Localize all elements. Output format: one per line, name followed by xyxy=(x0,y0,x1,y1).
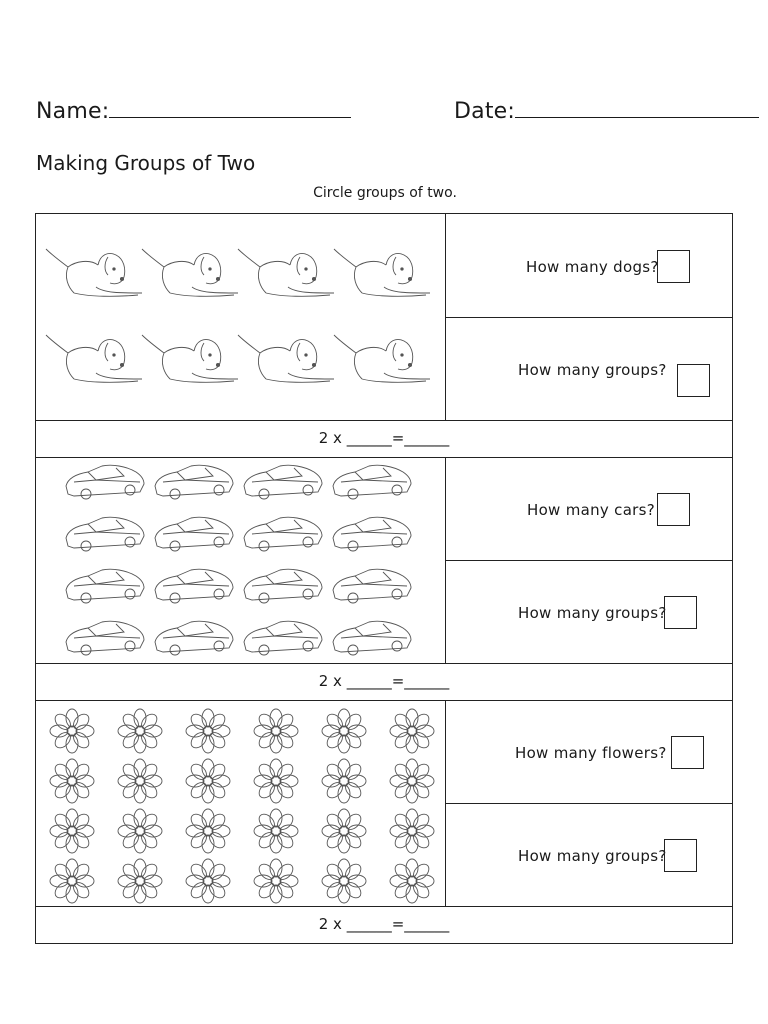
dog-icon[interactable] xyxy=(142,249,238,296)
name-line[interactable] xyxy=(109,96,351,118)
flower-icon[interactable] xyxy=(118,809,162,853)
flower-icon[interactable] xyxy=(118,709,162,753)
car-icon[interactable] xyxy=(244,465,322,499)
car-picture-area xyxy=(36,458,445,663)
name-field[interactable] xyxy=(36,96,351,124)
question-label: How many groups? xyxy=(518,847,667,865)
answer-box[interactable] xyxy=(657,493,690,526)
flower-picture-area xyxy=(36,701,445,906)
equation-row[interactable]: 2 x ______=______ xyxy=(318,672,450,690)
car-icon[interactable] xyxy=(244,517,322,551)
flower-icon[interactable] xyxy=(254,709,298,753)
worksheet-title: Making Groups of Two xyxy=(36,151,256,175)
car-icon[interactable] xyxy=(155,465,233,499)
dog-icon[interactable] xyxy=(46,335,142,382)
dog-icon[interactable] xyxy=(46,249,142,296)
flower-icon[interactable] xyxy=(50,709,94,753)
answer-box[interactable] xyxy=(664,596,697,629)
question-groups-cars xyxy=(446,561,733,663)
name-label: Name: xyxy=(36,99,110,124)
dog-icon[interactable] xyxy=(238,249,334,296)
flower-icon[interactable] xyxy=(254,859,298,903)
dog-icon[interactable] xyxy=(334,335,430,382)
equation-row[interactable]: 2 x ______=______ xyxy=(318,429,450,447)
question-label: How many flowers? xyxy=(515,744,667,762)
flower-icon[interactable] xyxy=(186,759,230,803)
question-groups-dogs xyxy=(446,318,733,420)
question-count-cars xyxy=(446,458,733,560)
equation-row[interactable]: 2 x ______=______ xyxy=(318,915,450,933)
car-icon[interactable] xyxy=(155,517,233,551)
flower-icon[interactable] xyxy=(118,759,162,803)
car-icon[interactable] xyxy=(66,621,144,655)
flower-icon[interactable] xyxy=(322,809,366,853)
car-icon[interactable] xyxy=(244,569,322,603)
flower-icon[interactable] xyxy=(186,859,230,903)
dog-picture-area xyxy=(36,214,445,420)
flower-icon-group xyxy=(36,701,445,906)
answer-box[interactable] xyxy=(671,736,704,769)
date-label: Date: xyxy=(454,99,515,124)
flower-icon[interactable] xyxy=(186,809,230,853)
flower-icon[interactable] xyxy=(186,709,230,753)
question-label: How many dogs? xyxy=(526,258,659,276)
flower-icon[interactable] xyxy=(322,759,366,803)
flower-icon[interactable] xyxy=(390,809,434,853)
car-icon[interactable] xyxy=(66,517,144,551)
car-icon[interactable] xyxy=(155,621,233,655)
flower-icon[interactable] xyxy=(390,709,434,753)
car-icon-group xyxy=(36,458,445,663)
answer-box[interactable] xyxy=(677,364,710,397)
flower-icon[interactable] xyxy=(50,809,94,853)
answer-box[interactable] xyxy=(664,839,697,872)
car-icon[interactable] xyxy=(333,517,411,551)
dog-icon-group xyxy=(36,214,445,420)
dog-icon[interactable] xyxy=(238,335,334,382)
divider xyxy=(35,663,733,664)
question-groups-flowers xyxy=(446,804,733,906)
car-icon[interactable] xyxy=(333,621,411,655)
answer-box[interactable] xyxy=(657,250,690,283)
question-label: How many groups? xyxy=(518,604,667,622)
date-field[interactable] xyxy=(454,96,759,124)
flower-icon[interactable] xyxy=(254,809,298,853)
flower-icon[interactable] xyxy=(118,859,162,903)
question-count-dogs xyxy=(446,214,733,317)
divider xyxy=(35,906,733,907)
flower-icon[interactable] xyxy=(254,759,298,803)
car-icon[interactable] xyxy=(66,569,144,603)
flower-icon[interactable] xyxy=(322,709,366,753)
dog-icon[interactable] xyxy=(142,335,238,382)
flower-icon[interactable] xyxy=(50,859,94,903)
flower-icon[interactable] xyxy=(50,759,94,803)
dog-icon[interactable] xyxy=(334,249,430,296)
flower-icon[interactable] xyxy=(322,859,366,903)
instruction-text: Circle groups of two. xyxy=(313,185,457,201)
car-icon[interactable] xyxy=(66,465,144,499)
car-icon[interactable] xyxy=(333,465,411,499)
car-icon[interactable] xyxy=(155,569,233,603)
question-label: How many cars? xyxy=(527,501,656,519)
car-icon[interactable] xyxy=(244,621,322,655)
flower-icon[interactable] xyxy=(390,859,434,903)
flower-icon[interactable] xyxy=(390,759,434,803)
question-count-flowers xyxy=(446,701,733,803)
question-label: How many groups? xyxy=(518,361,667,379)
car-icon[interactable] xyxy=(333,569,411,603)
date-line[interactable] xyxy=(515,96,759,118)
divider xyxy=(35,420,733,421)
